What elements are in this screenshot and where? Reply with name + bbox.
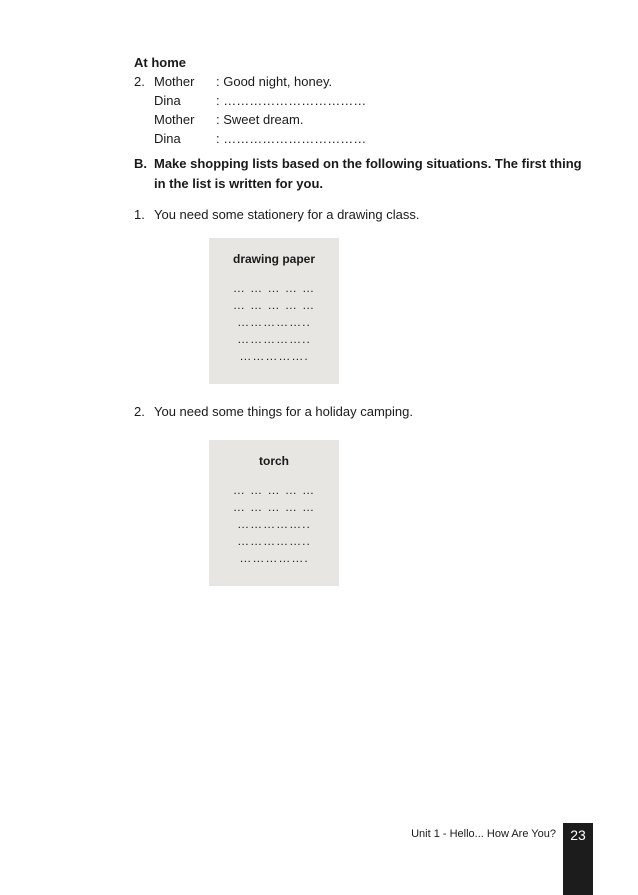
dialog-row — [134, 129, 366, 148]
question-number: 1. — [134, 207, 145, 222]
question-text: You need some things for a holiday camping. — [154, 404, 413, 419]
shopping-list-box-1 — [209, 238, 339, 384]
list-first-item: torch — [259, 454, 289, 468]
question-1 — [134, 207, 419, 222]
list-blank-line: … … … … … — [232, 298, 316, 312]
question-text: You need some stationery for a drawing class. — [154, 207, 420, 222]
list-blank-line: …………….. — [237, 315, 311, 329]
list-blank-line: …………….. — [237, 534, 311, 548]
dialog — [134, 72, 366, 148]
section-letter: B. — [134, 156, 147, 171]
dialog-speaker: Dina — [154, 93, 181, 108]
list-blank-line: … … … … … — [232, 281, 316, 295]
section-b-text: Make shopping lists based on the following situations. The first thing in the list is written for you. — [154, 156, 582, 191]
dialog-blank-line: : …………………………… — [216, 131, 367, 146]
dialog-number — [134, 129, 154, 148]
list-blank-line: ……………. — [239, 551, 309, 565]
dialog-speaker: Dina — [154, 131, 181, 146]
list-blank-line: ……………. — [239, 349, 309, 363]
page-number: 23 — [570, 827, 586, 843]
dialog-line: : Good night, honey. — [216, 74, 333, 89]
dialog-speaker: Mother — [154, 112, 195, 127]
dialog-blank-line: : …………………………… — [216, 93, 367, 108]
dialog-number — [134, 110, 154, 129]
section-b-instructions — [134, 154, 594, 194]
footer-unit-title: Unit 1 - Hello... How Are You? — [411, 828, 556, 840]
question-2 — [134, 404, 413, 419]
list-blank-line: … … … … … — [232, 483, 316, 497]
shopping-list-box-2 — [209, 440, 339, 586]
list-blank-line: …………….. — [237, 517, 311, 531]
dialog-number — [134, 91, 154, 110]
page-number-tab — [563, 823, 593, 895]
list-blank-items — [209, 482, 339, 567]
list-first-item: drawing paper — [232, 252, 315, 266]
dialog-line: : Sweet dream. — [216, 112, 304, 127]
dialog-row — [134, 72, 366, 91]
dialog-number: 2. — [134, 74, 145, 89]
dialog-speaker: Mother — [154, 74, 195, 89]
section-heading: At home — [134, 55, 186, 70]
dialog-row — [134, 91, 366, 110]
dialog-row — [134, 110, 366, 129]
list-blank-line: … … … … … — [232, 500, 316, 514]
list-blank-line: …………….. — [237, 332, 311, 346]
list-blank-items — [209, 280, 339, 365]
question-number: 2. — [134, 404, 145, 419]
